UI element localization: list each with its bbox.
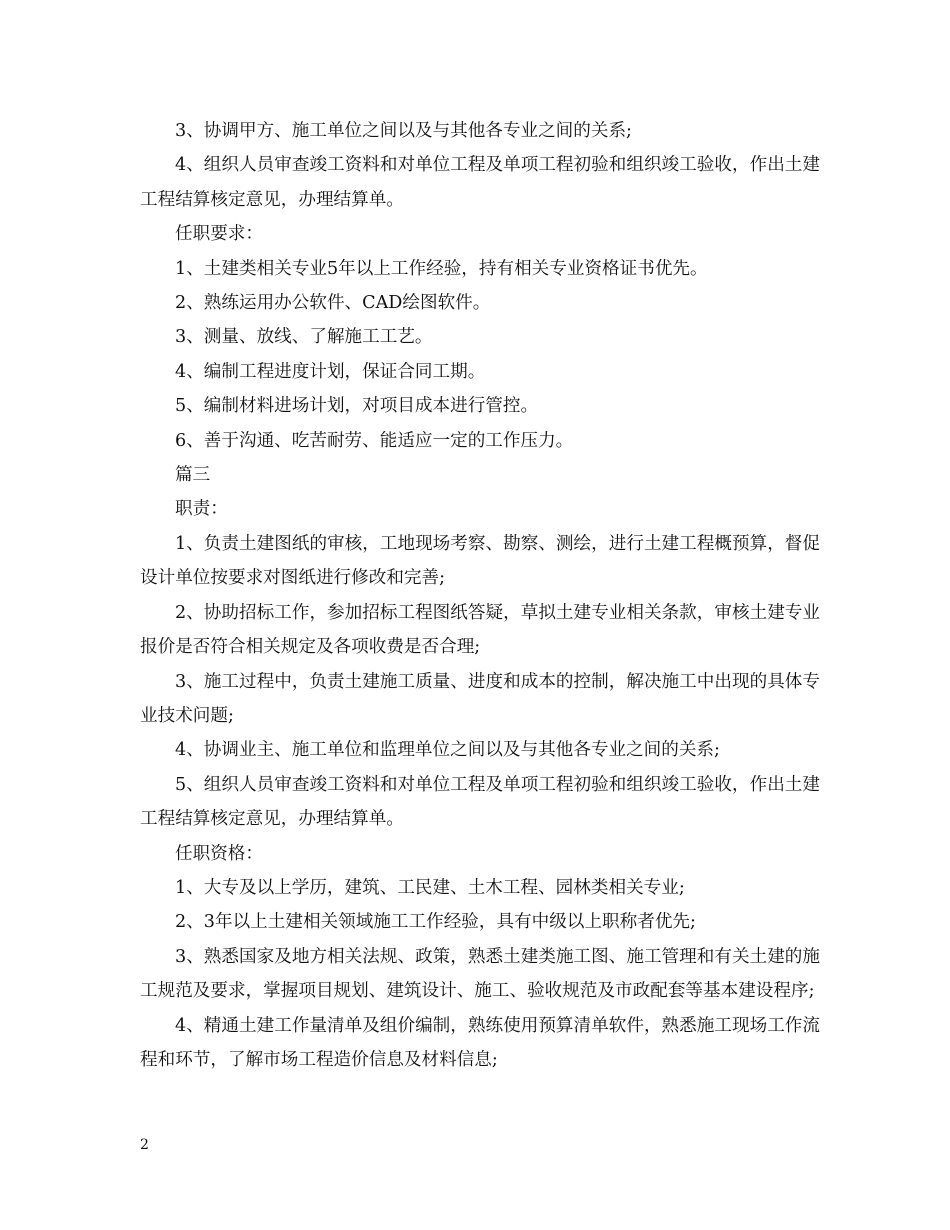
paragraph-6: 3、测量、放线、了解施工工艺。 xyxy=(175,327,433,348)
paragraph-16: 5、组织人员审查竣工资料和对单位工程及单项工程初验和组织竣工验收，作出土建工程结算核定意见，办理结算单。 xyxy=(140,774,820,830)
paragraph-21: 4、精通土建工作量清单及组价编制，熟练使用预算清单软件，熟悉施工现场工作流程和环节，了解市场工程造价信息及材料信息; xyxy=(140,1015,820,1070)
paragraph-12: 1、负责土建图纸的审核，工地现场考察、勘察、测绘，进行土建工程概预算，督促设计单位按要求对图纸进行修改和完善; xyxy=(140,533,820,589)
paragraph-13: 2、协助招标工作，参加招标工程图纸答疑，草拟土建专业相关条款，审核土建专业报价是否符合相关规定及各项收费是否合理; xyxy=(140,602,820,658)
paragraph-5: 2、熟练运用办公软件、CAD绘图软件。 xyxy=(175,293,491,314)
paragraph-7: 4、编制工程进度计划，保证合同工期。 xyxy=(175,361,486,382)
section-heading-duties: 职责： xyxy=(175,499,228,520)
page-number: 2 xyxy=(140,1137,149,1153)
paragraph-8: 5、编制材料进场计划，对项目成本进行管控。 xyxy=(175,396,539,417)
paragraph-9: 6、善于沟通、吃苦耐劳、能适应一定的工作压力。 xyxy=(175,430,574,451)
paragraph-1: 3、协调甲方、施工单位之间以及与其他各专业之间的关系; xyxy=(175,121,632,141)
paragraph-19: 2、3年以上土建相关领域施工工作经验，具有中级以上职称者优先; xyxy=(175,912,696,933)
section-heading-requirements: 任职要求： xyxy=(175,224,263,245)
paragraph-15: 4、协调业主、施工单位和监理单位之间以及与其他各专业之间的关系; xyxy=(175,740,720,761)
section-heading-part-three: 篇三 xyxy=(175,465,211,486)
document-body xyxy=(140,114,820,1077)
section-heading-qualifications: 任职资格： xyxy=(175,843,263,864)
paragraph-2: 4、组织人员审查竣工资料和对单位工程及单项工程初验和组织竣工验收，作出土建工程结算核定意见，办理结算单。 xyxy=(140,155,820,210)
paragraph-14: 3、施工过程中，负责土建施工质量、进度和成本的控制，解决施工中出现的具体专业技术问题; xyxy=(140,671,820,726)
paragraph-20: 3、熟悉国家及地方相关法规、政策，熟悉土建类施工图、施工管理和有关土建的施工规范及要求，掌握项目规划、建筑设计、施工、验收规范及市政配套等基本建设程序; xyxy=(140,946,820,1002)
paragraph-18: 1、大专及以上学历，建筑、工民建、土木工程、园林类相关专业; xyxy=(175,877,685,898)
paragraph-4: 1、土建类相关专业5年以上工作经验，持有相关专业资格证书优先。 xyxy=(175,258,708,279)
